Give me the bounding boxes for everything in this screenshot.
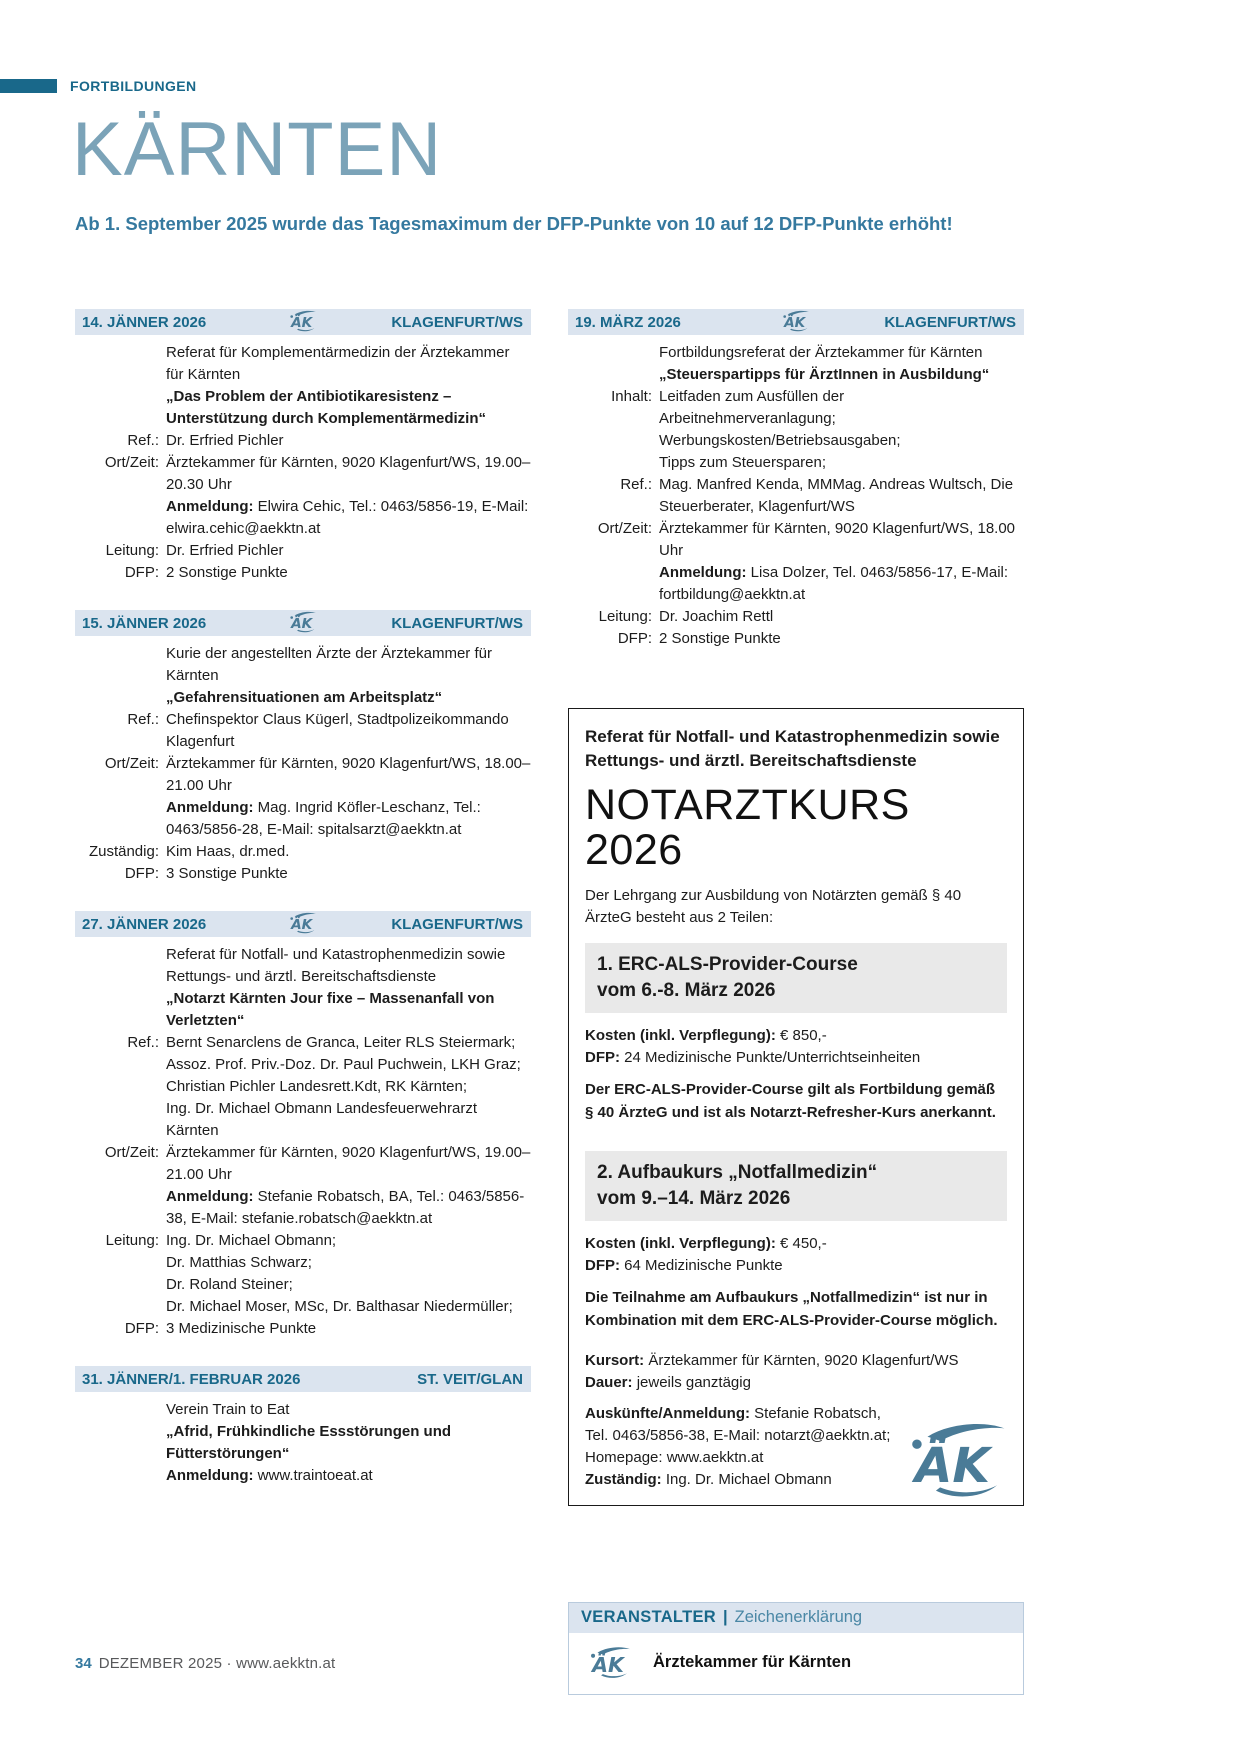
event-row bbox=[568, 430, 1024, 452]
row-content bbox=[166, 1054, 531, 1076]
event-row bbox=[568, 628, 1024, 650]
row-label bbox=[568, 452, 652, 474]
spacer bbox=[585, 1142, 1007, 1151]
row-content bbox=[166, 988, 531, 1032]
course-1-name: 1. ERC-ALS-Provider-Course bbox=[597, 954, 858, 976]
row-content bbox=[659, 606, 1024, 628]
veranstalter-box bbox=[568, 1602, 1024, 1695]
row-content bbox=[166, 496, 531, 540]
event-row bbox=[75, 988, 531, 1032]
course-2-heading bbox=[585, 1151, 1007, 1221]
event-date: 14. JÄNNER 2026 bbox=[82, 313, 207, 331]
event-date-bar bbox=[568, 309, 1024, 335]
event-row bbox=[75, 1032, 531, 1054]
event-row bbox=[75, 1142, 531, 1186]
row-label: DFP: bbox=[617, 630, 652, 647]
row-label bbox=[75, 386, 159, 430]
row-content bbox=[659, 474, 1024, 518]
row-text: Christian Pichler Landesrett.Kdt, RK Kärnten; bbox=[166, 1078, 467, 1095]
row-text-bold: Anmeldung: bbox=[166, 498, 258, 515]
row-text: Dr. Roland Steiner; bbox=[166, 1276, 293, 1293]
row-content bbox=[166, 863, 531, 885]
event-row bbox=[75, 562, 531, 584]
row-content bbox=[166, 1296, 531, 1318]
row-text-bold: Anmeldung: bbox=[166, 1188, 258, 1205]
row-content bbox=[166, 797, 531, 841]
event-row bbox=[75, 1421, 531, 1465]
event-date: 31. JÄNNER/1. FEBRUAR 2026 bbox=[82, 1370, 301, 1388]
event-details bbox=[75, 643, 531, 885]
course-1-dfp bbox=[585, 1047, 1007, 1069]
row-label: Leitung: bbox=[105, 1232, 159, 1249]
row-label: DFP: bbox=[124, 564, 159, 581]
row-text: 3 Sonstige Punkte bbox=[166, 865, 288, 882]
row-content bbox=[166, 1399, 531, 1421]
kursort-label: Kursort: bbox=[585, 1352, 649, 1370]
dfp-value: 24 Medizinische Punkte/Unterrichtseinheiten bbox=[624, 1049, 921, 1067]
event-details bbox=[75, 342, 531, 584]
row-content bbox=[166, 643, 531, 687]
event-row bbox=[75, 452, 531, 496]
veranstalter-header bbox=[569, 1603, 1023, 1633]
row-content bbox=[659, 364, 1024, 386]
veranstalter-title: VERANSTALTER bbox=[581, 1608, 716, 1627]
row-label: Ort/Zeit: bbox=[104, 1144, 159, 1161]
row-text: Dr. Michael Moser, MSc, Dr. Balthasar Niedermüller; bbox=[166, 1298, 513, 1315]
row-label: Ref.: bbox=[127, 432, 159, 449]
event-row bbox=[75, 1274, 531, 1296]
row-text: 2 Sonstige Punkte bbox=[166, 564, 288, 581]
course-1-dates: vom 6.-8. März 2026 bbox=[597, 980, 776, 1002]
contact-value: Stefanie Robatsch, bbox=[754, 1405, 881, 1423]
row-text: Elwira Cehic, Tel.: 0463/5856-19, E-Mail: elwira.cehic@aekktn.at bbox=[166, 498, 529, 537]
row-label bbox=[568, 562, 652, 606]
kosten-value: € 850,- bbox=[780, 1027, 827, 1045]
row-text-bold: Anmeldung: bbox=[166, 1467, 258, 1484]
svg-text:ÄK: ÄK bbox=[290, 917, 312, 934]
course-1-note: Der ERC-ALS-Provider-Course gilt als Fortbildung gemäß § 40 ÄrzteG und ist als Notarzt-Refresher-Kurs anerkannt. bbox=[585, 1081, 996, 1122]
row-label: Ref.: bbox=[127, 1034, 159, 1051]
event-row bbox=[568, 342, 1024, 364]
row-text: Mag. Ingrid Köfler-Leschanz, Tel.: 0463/5856-28, E-Mail: spitalsarzt@aekktn.at bbox=[166, 799, 481, 838]
row-content bbox=[166, 1186, 531, 1230]
event-details bbox=[75, 1399, 531, 1487]
event-row bbox=[568, 364, 1024, 386]
course-1-kosten bbox=[585, 1025, 1007, 1047]
row-text: Ärztekammer für Kärnten, 9020 Klagenfurt/WS, 18.00 Uhr bbox=[659, 520, 1016, 559]
row-text: Kim Haas, dr.med. bbox=[166, 843, 290, 860]
footer-text: DEZEMBER 2025 · www.aekktn.at bbox=[98, 1655, 336, 1672]
section-kicker bbox=[0, 78, 197, 94]
event-location: ST. VEIT/GLAN bbox=[417, 1370, 523, 1388]
row-content bbox=[659, 518, 1024, 562]
kosten-label: Kosten (inkl. Verpflegung): bbox=[585, 1235, 781, 1253]
contact-line: Tel. 0463/5856-38, E-Mail: notarzt@aekktn.at; bbox=[585, 1427, 891, 1445]
row-text: Lisa Dolzer, Tel. 0463/5856-17, E-Mail: fortbildung@aekktn.at bbox=[659, 564, 1009, 603]
row-label bbox=[75, 1465, 159, 1487]
veranstalter-legend-row bbox=[569, 1633, 1023, 1694]
event-date-bar bbox=[75, 610, 531, 636]
row-text: Stefanie Robatsch, BA, Tel.: 0463/5856-38, E-Mail: stefanie.robatsch@aekktn.at bbox=[166, 1188, 525, 1227]
row-text: Ärztekammer für Kärnten, 9020 Klagenfurt/WS, 19.00–21.00 Uhr bbox=[166, 1144, 531, 1183]
row-label: Ort/Zeit: bbox=[104, 454, 159, 471]
row-label bbox=[75, 1186, 159, 1230]
svg-text:ÄK: ÄK bbox=[914, 1438, 990, 1495]
event-row bbox=[75, 1098, 531, 1142]
veranstalter-organizer: Ärztekammer für Kärnten bbox=[653, 1653, 852, 1672]
event-date-bar bbox=[75, 911, 531, 937]
row-text: Ing. Dr. Michael Obmann; bbox=[166, 1232, 337, 1249]
row-label bbox=[75, 1252, 159, 1274]
row-text: Mag. Manfred Kenda, MMMag. Andreas Wultsch, Die Steuerberater, Klagenfurt/WS bbox=[659, 476, 1014, 515]
column-left bbox=[75, 309, 531, 1695]
zustaendig-value: Ing. Dr. Michael Obmann bbox=[665, 1471, 832, 1489]
event-date-bar bbox=[75, 309, 531, 335]
row-content bbox=[659, 430, 1024, 452]
kosten-label: Kosten (inkl. Verpflegung): bbox=[585, 1027, 781, 1045]
aek-logo-icon bbox=[903, 1421, 1011, 1499]
event-row bbox=[75, 1054, 531, 1076]
right-events bbox=[568, 309, 1024, 650]
kicker-bar bbox=[0, 79, 57, 93]
event-row bbox=[75, 1399, 531, 1421]
notarztkurs-referat: Referat für Notfall- und Katastrophenmedizin sowie Rettungs- und ärztl. Bereitschaftsdienste bbox=[585, 727, 1000, 770]
row-label bbox=[75, 944, 159, 988]
row-content bbox=[166, 1318, 531, 1340]
aek-logo-icon bbox=[288, 912, 318, 934]
row-label bbox=[568, 430, 652, 452]
row-label bbox=[568, 342, 652, 364]
row-text: Dr. Erfried Pichler bbox=[166, 432, 284, 449]
zustaendig-label: Zuständig: bbox=[585, 1471, 666, 1489]
page-footer bbox=[75, 1655, 335, 1672]
row-label bbox=[75, 797, 159, 841]
row-content bbox=[166, 1076, 531, 1098]
row-label bbox=[75, 1076, 159, 1098]
course-2-dfp bbox=[585, 1255, 1007, 1277]
aek-logo-icon bbox=[587, 1646, 633, 1679]
row-content bbox=[659, 562, 1024, 606]
row-text-bold: „Das Problem der Antibiotikaresistenz – Unterstützung durch Komplementärmedizin“ bbox=[166, 388, 487, 427]
event-row bbox=[568, 562, 1024, 606]
row-content bbox=[166, 386, 531, 430]
svg-text:ÄK: ÄK bbox=[783, 315, 805, 332]
row-text: Ing. Dr. Michael Obmann Landesfeuerwehrarzt Kärnten bbox=[166, 1100, 477, 1139]
kosten-value: € 450,- bbox=[780, 1235, 827, 1253]
event-row bbox=[75, 1296, 531, 1318]
section-label: FORTBILDUNGEN bbox=[70, 78, 197, 94]
row-content bbox=[166, 841, 531, 863]
row-content bbox=[166, 1252, 531, 1274]
page-title: KÄRNTEN bbox=[72, 107, 443, 192]
dauer-value: jeweils ganztägig bbox=[636, 1374, 751, 1392]
event-block bbox=[75, 911, 531, 1340]
row-text: Verein Train to Eat bbox=[166, 1401, 290, 1418]
dfp-label: DFP: bbox=[585, 1257, 625, 1275]
aek-logo-icon bbox=[288, 310, 318, 332]
event-row bbox=[75, 342, 531, 386]
row-content bbox=[166, 687, 531, 709]
row-text-bold: „Notarzt Kärnten Jour fixe – Massenanfall von Verletzten“ bbox=[166, 990, 495, 1029]
event-row bbox=[568, 518, 1024, 562]
row-label: DFP: bbox=[124, 865, 159, 882]
event-block bbox=[75, 309, 531, 584]
content-columns bbox=[75, 309, 1024, 1695]
row-content bbox=[659, 342, 1024, 364]
row-label: Ref.: bbox=[620, 476, 652, 493]
row-content bbox=[166, 1098, 531, 1142]
row-text: 2 Sonstige Punkte bbox=[659, 630, 781, 647]
row-label bbox=[75, 1274, 159, 1296]
event-location: KLAGENFURT/WS bbox=[884, 313, 1016, 331]
column-right bbox=[568, 309, 1024, 1695]
event-location: KLAGENFURT/WS bbox=[391, 313, 523, 331]
event-date-bar bbox=[75, 1366, 531, 1392]
course-2-kosten bbox=[585, 1233, 1007, 1255]
row-label bbox=[75, 687, 159, 709]
row-text: Ärztekammer für Kärnten, 9020 Klagenfurt/WS, 19.00–20.30 Uhr bbox=[166, 454, 531, 493]
row-text: Tipps zum Steuersparen; bbox=[659, 454, 827, 471]
notarztkurs-intro: Der Lehrgang zur Ausbildung von Notärzten gemäß § 40 ÄrzteG besteht aus 2 Teilen: bbox=[585, 887, 962, 927]
row-content bbox=[166, 342, 531, 386]
row-content bbox=[659, 628, 1024, 650]
dauer-label: Dauer: bbox=[585, 1374, 637, 1392]
row-text-bold: „Gefahrensituationen am Arbeitsplatz“ bbox=[166, 689, 443, 706]
row-content bbox=[166, 562, 531, 584]
row-content bbox=[166, 944, 531, 988]
row-label: Ort/Zeit: bbox=[597, 520, 652, 537]
row-content bbox=[166, 540, 531, 562]
row-label: DFP: bbox=[124, 1320, 159, 1337]
row-content bbox=[166, 753, 531, 797]
row-text: Dr. Joachim Rettl bbox=[659, 608, 774, 625]
row-label bbox=[75, 1399, 159, 1421]
contact-label: Auskünfte/Anmeldung: bbox=[585, 1405, 755, 1423]
dfp-value: 64 Medizinische Punkte bbox=[624, 1257, 783, 1275]
contact-line: Homepage: www.aekktn.at bbox=[585, 1449, 764, 1467]
row-content bbox=[166, 1142, 531, 1186]
row-text-bold: „Steuerspartipps für ÄrztInnen in Ausbildung“ bbox=[659, 366, 990, 383]
event-row bbox=[75, 430, 531, 452]
event-block bbox=[75, 1366, 531, 1487]
event-row bbox=[75, 1230, 531, 1252]
row-label bbox=[75, 342, 159, 386]
svg-text:ÄK: ÄK bbox=[290, 616, 312, 633]
row-label: Ref.: bbox=[127, 711, 159, 728]
event-date: 15. JÄNNER 2026 bbox=[82, 614, 207, 632]
event-row bbox=[75, 944, 531, 988]
row-content bbox=[166, 1032, 531, 1054]
row-content bbox=[659, 452, 1024, 474]
event-row bbox=[75, 709, 531, 753]
event-details bbox=[75, 944, 531, 1340]
row-label: Leitung: bbox=[598, 608, 652, 625]
row-label: Zuständig: bbox=[88, 843, 159, 860]
row-label bbox=[75, 643, 159, 687]
row-text: Bernt Senarclens de Granca, Leiter RLS Steiermark; bbox=[166, 1034, 516, 1051]
event-date: 27. JÄNNER 2026 bbox=[82, 915, 207, 933]
row-text: Referat für Notfall- und Katastrophenmedizin sowie Rettungs- und ärztl. Bereitschaftsdienste bbox=[166, 946, 506, 985]
event-location: KLAGENFURT/WS bbox=[391, 915, 523, 933]
event-row bbox=[75, 643, 531, 687]
row-content bbox=[166, 1274, 531, 1296]
row-label bbox=[75, 988, 159, 1032]
event-row bbox=[75, 1465, 531, 1487]
row-text: Dr. Erfried Pichler bbox=[166, 542, 284, 559]
event-row bbox=[568, 606, 1024, 628]
course-2-note: Die Teilnahme am Aufbaukurs „Notfallmedizin“ ist nur in Kombination mit dem ERC-ALS-Provider-Course möglich. bbox=[585, 1289, 998, 1330]
aek-logo-icon bbox=[781, 310, 811, 332]
row-text: Fortbildungsreferat der Ärztekammer für Kärnten bbox=[659, 344, 983, 361]
row-content bbox=[166, 1230, 531, 1252]
event-location: KLAGENFURT/WS bbox=[391, 614, 523, 632]
row-text: www.traintoeat.at bbox=[257, 1467, 373, 1484]
row-content bbox=[659, 386, 1024, 430]
event-row bbox=[568, 474, 1024, 518]
page-number: 34 bbox=[75, 1655, 92, 1672]
row-text: Referat für Komplementärmedizin der Ärztekammer für Kärnten bbox=[166, 344, 510, 383]
dfp-label: DFP: bbox=[585, 1049, 625, 1067]
row-label bbox=[75, 1054, 159, 1076]
row-label bbox=[75, 1098, 159, 1142]
event-row bbox=[75, 797, 531, 841]
event-row bbox=[75, 540, 531, 562]
svg-text:ÄK: ÄK bbox=[290, 315, 312, 332]
event-row bbox=[75, 841, 531, 863]
row-content bbox=[166, 430, 531, 452]
event-block bbox=[75, 610, 531, 885]
row-content bbox=[166, 709, 531, 753]
notarztkurs-title: NOTARZTKURS 2026 bbox=[585, 781, 910, 875]
row-content bbox=[166, 452, 531, 496]
row-label bbox=[75, 496, 159, 540]
event-row bbox=[75, 863, 531, 885]
event-row bbox=[75, 496, 531, 540]
veranstalter-subtitle: Zeichenerklärung bbox=[734, 1608, 863, 1627]
intro-notice: Ab 1. September 2025 wurde das Tagesmaximum der DFP-Punkte von 10 auf 12 DFP-Punkte erhöht! bbox=[75, 213, 953, 234]
event-block bbox=[568, 309, 1024, 650]
event-row bbox=[75, 386, 531, 430]
event-date: 19. MÄRZ 2026 bbox=[575, 313, 681, 331]
row-text: Werbungskosten/Betriebsausgaben; bbox=[659, 432, 901, 449]
row-text: Leitfaden zum Ausfüllen der Arbeitnehmerveranlagung; bbox=[659, 388, 845, 427]
event-row bbox=[75, 1186, 531, 1230]
row-text-bold: Anmeldung: bbox=[166, 799, 258, 816]
event-row bbox=[75, 1318, 531, 1340]
dauer-line bbox=[585, 1372, 1007, 1394]
row-text: Dr. Matthias Schwarz; bbox=[166, 1254, 312, 1271]
event-row bbox=[568, 386, 1024, 430]
row-text: Ärztekammer für Kärnten, 9020 Klagenfurt/WS, 18.00–21.00 Uhr bbox=[166, 755, 531, 794]
row-text: Assoz. Prof. Priv.-Doz. Dr. Paul Puchwein, LKH Graz; bbox=[166, 1056, 521, 1073]
row-label bbox=[75, 1421, 159, 1465]
course-2-dates: vom 9.–14. März 2026 bbox=[597, 1188, 791, 1210]
svg-text:ÄK: ÄK bbox=[592, 1653, 624, 1678]
event-row bbox=[75, 753, 531, 797]
row-text-bold: Anmeldung: bbox=[659, 564, 751, 581]
row-text-bold: „Afrid, Frühkindliche Essstörungen und Fütterstörungen“ bbox=[166, 1423, 452, 1462]
row-label: Inhalt: bbox=[611, 388, 652, 405]
row-content bbox=[166, 1465, 531, 1487]
kursort-line bbox=[585, 1350, 1007, 1372]
event-row bbox=[75, 1252, 531, 1274]
row-text: 3 Medizinische Punkte bbox=[166, 1320, 317, 1337]
row-text: Kurie der angestellten Ärzte der Ärztekammer für Kärnten bbox=[166, 645, 492, 684]
row-label: Ort/Zeit: bbox=[104, 755, 159, 772]
row-text: Chefinspektor Claus Kügerl, Stadtpolizeikommando Klagenfurt bbox=[166, 711, 509, 750]
event-details bbox=[568, 342, 1024, 650]
aek-logo-icon bbox=[288, 611, 318, 633]
row-label bbox=[75, 1296, 159, 1318]
course-2-name: 2. Aufbaukurs „Notfallmedizin“ bbox=[597, 1162, 878, 1184]
event-row bbox=[568, 452, 1024, 474]
notarztkurs-box bbox=[568, 708, 1024, 1506]
veranstalter-separator: | bbox=[723, 1608, 728, 1627]
kursort-value: Ärztekammer für Kärnten, 9020 Klagenfurt/WS bbox=[648, 1352, 959, 1370]
event-row bbox=[75, 1076, 531, 1098]
row-label bbox=[568, 364, 652, 386]
row-content bbox=[166, 1421, 531, 1465]
row-label: Leitung: bbox=[105, 542, 159, 559]
course-1-heading bbox=[585, 943, 1007, 1013]
event-row bbox=[75, 687, 531, 709]
